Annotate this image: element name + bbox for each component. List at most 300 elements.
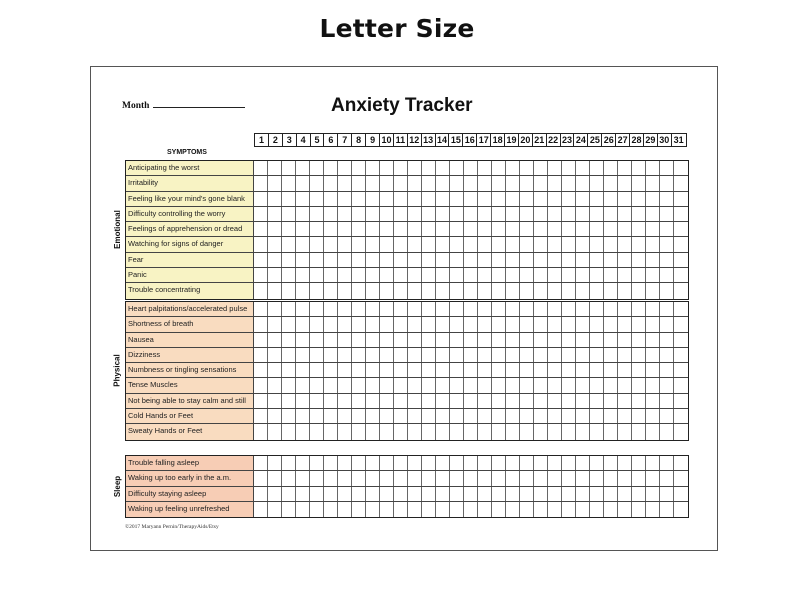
day-checkbox-cell[interactable] xyxy=(282,253,296,267)
day-checkbox-cell[interactable] xyxy=(282,378,296,392)
day-checkbox-cell[interactable] xyxy=(562,222,576,236)
day-checkbox-cell[interactable] xyxy=(422,378,436,392)
day-checkbox-cell[interactable] xyxy=(268,237,282,251)
day-checkbox-cell[interactable] xyxy=(478,502,492,517)
day-checkbox-cell[interactable] xyxy=(268,161,282,175)
day-checkbox-cell[interactable] xyxy=(534,471,548,485)
day-checkbox-cell[interactable] xyxy=(408,471,422,485)
day-checkbox-cell[interactable] xyxy=(548,207,562,221)
day-checkbox-cell[interactable] xyxy=(604,222,618,236)
day-checkbox-cell[interactable] xyxy=(534,363,548,377)
day-checkbox-cell[interactable] xyxy=(660,253,674,267)
day-checkbox-cell[interactable] xyxy=(646,192,660,206)
day-checkbox-cell[interactable] xyxy=(632,471,646,485)
day-checkbox-cell[interactable] xyxy=(618,378,632,392)
day-checkbox-cell[interactable] xyxy=(408,424,422,439)
day-checkbox-cell[interactable] xyxy=(618,222,632,236)
day-checkbox-cell[interactable] xyxy=(660,394,674,408)
day-checkbox-cell[interactable] xyxy=(618,302,632,316)
day-checkbox-cell[interactable] xyxy=(380,348,394,362)
day-checkbox-cell[interactable] xyxy=(576,317,590,331)
day-checkbox-cell[interactable] xyxy=(352,348,366,362)
day-checkbox-cell[interactable] xyxy=(562,363,576,377)
day-checkbox-cell[interactable] xyxy=(604,502,618,517)
day-checkbox-cell[interactable] xyxy=(380,283,394,298)
day-checkbox-cell[interactable] xyxy=(366,268,380,282)
day-checkbox-cell[interactable] xyxy=(520,253,534,267)
day-checkbox-cell[interactable] xyxy=(590,302,604,316)
day-checkbox-cell[interactable] xyxy=(268,456,282,470)
day-checkbox-cell[interactable] xyxy=(660,302,674,316)
day-checkbox-cell[interactable] xyxy=(324,348,338,362)
day-checkbox-cell[interactable] xyxy=(646,487,660,501)
day-checkbox-cell[interactable] xyxy=(534,237,548,251)
day-checkbox-cell[interactable] xyxy=(604,161,618,175)
day-checkbox-cell[interactable] xyxy=(506,394,520,408)
day-checkbox-cell[interactable] xyxy=(324,161,338,175)
day-checkbox-cell[interactable] xyxy=(380,237,394,251)
day-checkbox-cell[interactable] xyxy=(576,237,590,251)
day-checkbox-cell[interactable] xyxy=(352,237,366,251)
day-checkbox-cell[interactable] xyxy=(562,237,576,251)
day-checkbox-cell[interactable] xyxy=(646,502,660,517)
day-checkbox-cell[interactable] xyxy=(674,207,688,221)
day-checkbox-cell[interactable] xyxy=(352,363,366,377)
day-checkbox-cell[interactable] xyxy=(352,394,366,408)
day-checkbox-cell[interactable] xyxy=(674,348,688,362)
day-checkbox-cell[interactable] xyxy=(380,222,394,236)
day-checkbox-cell[interactable] xyxy=(254,176,268,190)
day-checkbox-cell[interactable] xyxy=(520,363,534,377)
day-checkbox-cell[interactable] xyxy=(506,487,520,501)
day-checkbox-cell[interactable] xyxy=(324,471,338,485)
day-checkbox-cell[interactable] xyxy=(618,161,632,175)
day-checkbox-cell[interactable] xyxy=(548,283,562,298)
day-checkbox-cell[interactable] xyxy=(450,207,464,221)
day-checkbox-cell[interactable] xyxy=(450,348,464,362)
day-checkbox-cell[interactable] xyxy=(422,424,436,439)
day-checkbox-cell[interactable] xyxy=(562,348,576,362)
day-checkbox-cell[interactable] xyxy=(254,424,268,439)
day-checkbox-cell[interactable] xyxy=(590,487,604,501)
day-checkbox-cell[interactable] xyxy=(310,222,324,236)
day-checkbox-cell[interactable] xyxy=(324,283,338,298)
day-checkbox-cell[interactable] xyxy=(646,471,660,485)
day-checkbox-cell[interactable] xyxy=(478,456,492,470)
day-checkbox-cell[interactable] xyxy=(562,394,576,408)
day-checkbox-cell[interactable] xyxy=(478,333,492,347)
day-checkbox-cell[interactable] xyxy=(422,302,436,316)
day-checkbox-cell[interactable] xyxy=(436,283,450,298)
day-checkbox-cell[interactable] xyxy=(674,222,688,236)
day-checkbox-cell[interactable] xyxy=(366,302,380,316)
day-checkbox-cell[interactable] xyxy=(562,502,576,517)
day-checkbox-cell[interactable] xyxy=(450,237,464,251)
day-checkbox-cell[interactable] xyxy=(590,207,604,221)
day-checkbox-cell[interactable] xyxy=(604,237,618,251)
day-checkbox-cell[interactable] xyxy=(506,192,520,206)
day-checkbox-cell[interactable] xyxy=(352,487,366,501)
day-checkbox-cell[interactable] xyxy=(576,268,590,282)
day-checkbox-cell[interactable] xyxy=(408,317,422,331)
day-checkbox-cell[interactable] xyxy=(464,348,478,362)
day-checkbox-cell[interactable] xyxy=(352,283,366,298)
day-checkbox-cell[interactable] xyxy=(408,487,422,501)
day-checkbox-cell[interactable] xyxy=(660,348,674,362)
day-checkbox-cell[interactable] xyxy=(296,333,310,347)
day-checkbox-cell[interactable] xyxy=(408,378,422,392)
day-checkbox-cell[interactable] xyxy=(394,237,408,251)
day-checkbox-cell[interactable] xyxy=(646,161,660,175)
day-checkbox-cell[interactable] xyxy=(296,487,310,501)
day-checkbox-cell[interactable] xyxy=(632,394,646,408)
day-checkbox-cell[interactable] xyxy=(268,471,282,485)
day-checkbox-cell[interactable] xyxy=(548,487,562,501)
day-checkbox-cell[interactable] xyxy=(282,317,296,331)
day-checkbox-cell[interactable] xyxy=(548,317,562,331)
day-checkbox-cell[interactable] xyxy=(422,471,436,485)
day-checkbox-cell[interactable] xyxy=(324,378,338,392)
day-checkbox-cell[interactable] xyxy=(520,317,534,331)
day-checkbox-cell[interactable] xyxy=(324,268,338,282)
day-checkbox-cell[interactable] xyxy=(492,409,506,423)
day-checkbox-cell[interactable] xyxy=(520,487,534,501)
day-checkbox-cell[interactable] xyxy=(660,161,674,175)
day-checkbox-cell[interactable] xyxy=(296,471,310,485)
day-checkbox-cell[interactable] xyxy=(618,424,632,439)
day-checkbox-cell[interactable] xyxy=(352,253,366,267)
day-checkbox-cell[interactable] xyxy=(338,333,352,347)
day-checkbox-cell[interactable] xyxy=(338,378,352,392)
day-checkbox-cell[interactable] xyxy=(450,253,464,267)
day-checkbox-cell[interactable] xyxy=(576,192,590,206)
day-checkbox-cell[interactable] xyxy=(562,302,576,316)
day-checkbox-cell[interactable] xyxy=(352,378,366,392)
day-checkbox-cell[interactable] xyxy=(562,456,576,470)
day-checkbox-cell[interactable] xyxy=(422,176,436,190)
day-checkbox-cell[interactable] xyxy=(604,456,618,470)
day-checkbox-cell[interactable] xyxy=(520,207,534,221)
day-checkbox-cell[interactable] xyxy=(282,176,296,190)
day-checkbox-cell[interactable] xyxy=(436,207,450,221)
day-checkbox-cell[interactable] xyxy=(478,317,492,331)
day-checkbox-cell[interactable] xyxy=(408,456,422,470)
day-checkbox-cell[interactable] xyxy=(408,237,422,251)
day-checkbox-cell[interactable] xyxy=(590,424,604,439)
day-checkbox-cell[interactable] xyxy=(408,409,422,423)
day-checkbox-cell[interactable] xyxy=(338,502,352,517)
day-checkbox-cell[interactable] xyxy=(296,161,310,175)
day-checkbox-cell[interactable] xyxy=(366,317,380,331)
day-checkbox-cell[interactable] xyxy=(422,283,436,298)
day-checkbox-cell[interactable] xyxy=(380,161,394,175)
day-checkbox-cell[interactable] xyxy=(422,317,436,331)
day-checkbox-cell[interactable] xyxy=(520,192,534,206)
day-checkbox-cell[interactable] xyxy=(310,378,324,392)
day-checkbox-cell[interactable] xyxy=(338,222,352,236)
day-checkbox-cell[interactable] xyxy=(352,302,366,316)
day-checkbox-cell[interactable] xyxy=(548,456,562,470)
day-checkbox-cell[interactable] xyxy=(604,348,618,362)
day-checkbox-cell[interactable] xyxy=(534,268,548,282)
day-checkbox-cell[interactable] xyxy=(576,456,590,470)
day-checkbox-cell[interactable] xyxy=(422,268,436,282)
day-checkbox-cell[interactable] xyxy=(450,317,464,331)
day-checkbox-cell[interactable] xyxy=(660,317,674,331)
day-checkbox-cell[interactable] xyxy=(674,283,688,298)
day-checkbox-cell[interactable] xyxy=(674,237,688,251)
day-checkbox-cell[interactable] xyxy=(506,333,520,347)
day-checkbox-cell[interactable] xyxy=(436,192,450,206)
day-checkbox-cell[interactable] xyxy=(632,302,646,316)
day-checkbox-cell[interactable] xyxy=(548,394,562,408)
day-checkbox-cell[interactable] xyxy=(604,192,618,206)
day-checkbox-cell[interactable] xyxy=(520,394,534,408)
day-checkbox-cell[interactable] xyxy=(296,317,310,331)
day-checkbox-cell[interactable] xyxy=(436,317,450,331)
day-checkbox-cell[interactable] xyxy=(324,192,338,206)
day-checkbox-cell[interactable] xyxy=(464,333,478,347)
day-checkbox-cell[interactable] xyxy=(590,222,604,236)
day-checkbox-cell[interactable] xyxy=(660,268,674,282)
day-checkbox-cell[interactable] xyxy=(436,253,450,267)
day-checkbox-cell[interactable] xyxy=(366,456,380,470)
day-checkbox-cell[interactable] xyxy=(254,237,268,251)
day-checkbox-cell[interactable] xyxy=(604,487,618,501)
day-checkbox-cell[interactable] xyxy=(422,237,436,251)
day-checkbox-cell[interactable] xyxy=(408,207,422,221)
day-checkbox-cell[interactable] xyxy=(576,471,590,485)
day-checkbox-cell[interactable] xyxy=(646,283,660,298)
day-checkbox-cell[interactable] xyxy=(324,409,338,423)
day-checkbox-cell[interactable] xyxy=(478,237,492,251)
day-checkbox-cell[interactable] xyxy=(338,456,352,470)
day-checkbox-cell[interactable] xyxy=(436,394,450,408)
day-checkbox-cell[interactable] xyxy=(660,502,674,517)
day-checkbox-cell[interactable] xyxy=(450,363,464,377)
day-checkbox-cell[interactable] xyxy=(268,333,282,347)
day-checkbox-cell[interactable] xyxy=(324,253,338,267)
day-checkbox-cell[interactable] xyxy=(604,333,618,347)
day-checkbox-cell[interactable] xyxy=(338,487,352,501)
day-checkbox-cell[interactable] xyxy=(380,471,394,485)
day-checkbox-cell[interactable] xyxy=(296,268,310,282)
day-checkbox-cell[interactable] xyxy=(450,176,464,190)
day-checkbox-cell[interactable] xyxy=(618,409,632,423)
day-checkbox-cell[interactable] xyxy=(394,424,408,439)
day-checkbox-cell[interactable] xyxy=(520,333,534,347)
month-field[interactable] xyxy=(122,98,245,111)
day-checkbox-cell[interactable] xyxy=(660,222,674,236)
day-checkbox-cell[interactable] xyxy=(450,424,464,439)
day-checkbox-cell[interactable] xyxy=(478,471,492,485)
day-checkbox-cell[interactable] xyxy=(632,268,646,282)
day-checkbox-cell[interactable] xyxy=(408,283,422,298)
day-checkbox-cell[interactable] xyxy=(506,253,520,267)
day-checkbox-cell[interactable] xyxy=(590,268,604,282)
day-checkbox-cell[interactable] xyxy=(282,456,296,470)
day-checkbox-cell[interactable] xyxy=(674,487,688,501)
day-checkbox-cell[interactable] xyxy=(562,207,576,221)
day-checkbox-cell[interactable] xyxy=(464,317,478,331)
day-checkbox-cell[interactable] xyxy=(310,176,324,190)
day-checkbox-cell[interactable] xyxy=(380,176,394,190)
day-checkbox-cell[interactable] xyxy=(282,333,296,347)
day-checkbox-cell[interactable] xyxy=(394,487,408,501)
day-checkbox-cell[interactable] xyxy=(296,502,310,517)
day-checkbox-cell[interactable] xyxy=(520,502,534,517)
day-checkbox-cell[interactable] xyxy=(394,161,408,175)
day-checkbox-cell[interactable] xyxy=(520,302,534,316)
day-checkbox-cell[interactable] xyxy=(268,409,282,423)
day-checkbox-cell[interactable] xyxy=(660,471,674,485)
day-checkbox-cell[interactable] xyxy=(338,176,352,190)
day-checkbox-cell[interactable] xyxy=(254,394,268,408)
day-checkbox-cell[interactable] xyxy=(576,207,590,221)
day-checkbox-cell[interactable] xyxy=(534,394,548,408)
day-checkbox-cell[interactable] xyxy=(660,363,674,377)
day-checkbox-cell[interactable] xyxy=(282,268,296,282)
day-checkbox-cell[interactable] xyxy=(366,378,380,392)
day-checkbox-cell[interactable] xyxy=(436,378,450,392)
day-checkbox-cell[interactable] xyxy=(646,207,660,221)
day-checkbox-cell[interactable] xyxy=(590,161,604,175)
day-checkbox-cell[interactable] xyxy=(254,207,268,221)
day-checkbox-cell[interactable] xyxy=(632,283,646,298)
day-checkbox-cell[interactable] xyxy=(366,487,380,501)
day-checkbox-cell[interactable] xyxy=(548,471,562,485)
day-checkbox-cell[interactable] xyxy=(632,502,646,517)
day-checkbox-cell[interactable] xyxy=(310,409,324,423)
day-checkbox-cell[interactable] xyxy=(576,222,590,236)
day-checkbox-cell[interactable] xyxy=(590,333,604,347)
day-checkbox-cell[interactable] xyxy=(464,471,478,485)
day-checkbox-cell[interactable] xyxy=(352,471,366,485)
day-checkbox-cell[interactable] xyxy=(408,394,422,408)
day-checkbox-cell[interactable] xyxy=(590,192,604,206)
day-checkbox-cell[interactable] xyxy=(464,192,478,206)
day-checkbox-cell[interactable] xyxy=(674,363,688,377)
day-checkbox-cell[interactable] xyxy=(436,363,450,377)
day-checkbox-cell[interactable] xyxy=(366,192,380,206)
day-checkbox-cell[interactable] xyxy=(380,487,394,501)
day-checkbox-cell[interactable] xyxy=(604,394,618,408)
day-checkbox-cell[interactable] xyxy=(590,317,604,331)
day-checkbox-cell[interactable] xyxy=(674,176,688,190)
day-checkbox-cell[interactable] xyxy=(548,302,562,316)
day-checkbox-cell[interactable] xyxy=(436,487,450,501)
day-checkbox-cell[interactable] xyxy=(506,237,520,251)
day-checkbox-cell[interactable] xyxy=(254,222,268,236)
day-checkbox-cell[interactable] xyxy=(576,253,590,267)
day-checkbox-cell[interactable] xyxy=(646,394,660,408)
day-checkbox-cell[interactable] xyxy=(506,302,520,316)
day-checkbox-cell[interactable] xyxy=(464,424,478,439)
day-checkbox-cell[interactable] xyxy=(282,348,296,362)
day-checkbox-cell[interactable] xyxy=(590,283,604,298)
day-checkbox-cell[interactable] xyxy=(632,378,646,392)
day-checkbox-cell[interactable] xyxy=(562,253,576,267)
day-checkbox-cell[interactable] xyxy=(254,348,268,362)
day-checkbox-cell[interactable] xyxy=(478,409,492,423)
day-checkbox-cell[interactable] xyxy=(282,302,296,316)
day-checkbox-cell[interactable] xyxy=(324,333,338,347)
day-checkbox-cell[interactable] xyxy=(632,363,646,377)
day-checkbox-cell[interactable] xyxy=(618,207,632,221)
day-checkbox-cell[interactable] xyxy=(296,409,310,423)
day-checkbox-cell[interactable] xyxy=(506,502,520,517)
day-checkbox-cell[interactable] xyxy=(310,302,324,316)
day-checkbox-cell[interactable] xyxy=(646,378,660,392)
day-checkbox-cell[interactable] xyxy=(450,487,464,501)
day-checkbox-cell[interactable] xyxy=(338,268,352,282)
day-checkbox-cell[interactable] xyxy=(674,456,688,470)
day-checkbox-cell[interactable] xyxy=(632,161,646,175)
day-checkbox-cell[interactable] xyxy=(506,378,520,392)
day-checkbox-cell[interactable] xyxy=(338,207,352,221)
day-checkbox-cell[interactable] xyxy=(380,317,394,331)
day-checkbox-cell[interactable] xyxy=(520,471,534,485)
day-checkbox-cell[interactable] xyxy=(324,237,338,251)
day-checkbox-cell[interactable] xyxy=(352,192,366,206)
day-checkbox-cell[interactable] xyxy=(310,192,324,206)
day-checkbox-cell[interactable] xyxy=(632,456,646,470)
day-checkbox-cell[interactable] xyxy=(324,302,338,316)
day-checkbox-cell[interactable] xyxy=(576,378,590,392)
day-checkbox-cell[interactable] xyxy=(310,268,324,282)
day-checkbox-cell[interactable] xyxy=(618,237,632,251)
day-checkbox-cell[interactable] xyxy=(352,176,366,190)
day-checkbox-cell[interactable] xyxy=(366,237,380,251)
day-checkbox-cell[interactable] xyxy=(576,348,590,362)
day-checkbox-cell[interactable] xyxy=(548,333,562,347)
day-checkbox-cell[interactable] xyxy=(366,409,380,423)
day-checkbox-cell[interactable] xyxy=(296,176,310,190)
day-checkbox-cell[interactable] xyxy=(352,502,366,517)
day-checkbox-cell[interactable] xyxy=(366,253,380,267)
day-checkbox-cell[interactable] xyxy=(464,237,478,251)
day-checkbox-cell[interactable] xyxy=(674,394,688,408)
day-checkbox-cell[interactable] xyxy=(254,378,268,392)
day-checkbox-cell[interactable] xyxy=(450,456,464,470)
day-checkbox-cell[interactable] xyxy=(324,317,338,331)
day-checkbox-cell[interactable] xyxy=(394,363,408,377)
day-checkbox-cell[interactable] xyxy=(394,471,408,485)
day-checkbox-cell[interactable] xyxy=(548,348,562,362)
day-checkbox-cell[interactable] xyxy=(464,283,478,298)
day-checkbox-cell[interactable] xyxy=(604,176,618,190)
day-checkbox-cell[interactable] xyxy=(506,471,520,485)
day-checkbox-cell[interactable] xyxy=(562,268,576,282)
day-checkbox-cell[interactable] xyxy=(296,378,310,392)
day-checkbox-cell[interactable] xyxy=(380,502,394,517)
day-checkbox-cell[interactable] xyxy=(464,456,478,470)
day-checkbox-cell[interactable] xyxy=(282,502,296,517)
day-checkbox-cell[interactable] xyxy=(436,471,450,485)
day-checkbox-cell[interactable] xyxy=(632,192,646,206)
day-checkbox-cell[interactable] xyxy=(254,283,268,298)
day-checkbox-cell[interactable] xyxy=(310,471,324,485)
day-checkbox-cell[interactable] xyxy=(366,161,380,175)
day-checkbox-cell[interactable] xyxy=(590,456,604,470)
day-checkbox-cell[interactable] xyxy=(618,487,632,501)
day-checkbox-cell[interactable] xyxy=(534,207,548,221)
day-checkbox-cell[interactable] xyxy=(268,192,282,206)
day-checkbox-cell[interactable] xyxy=(562,333,576,347)
day-checkbox-cell[interactable] xyxy=(394,378,408,392)
day-checkbox-cell[interactable] xyxy=(548,222,562,236)
day-checkbox-cell[interactable] xyxy=(590,394,604,408)
